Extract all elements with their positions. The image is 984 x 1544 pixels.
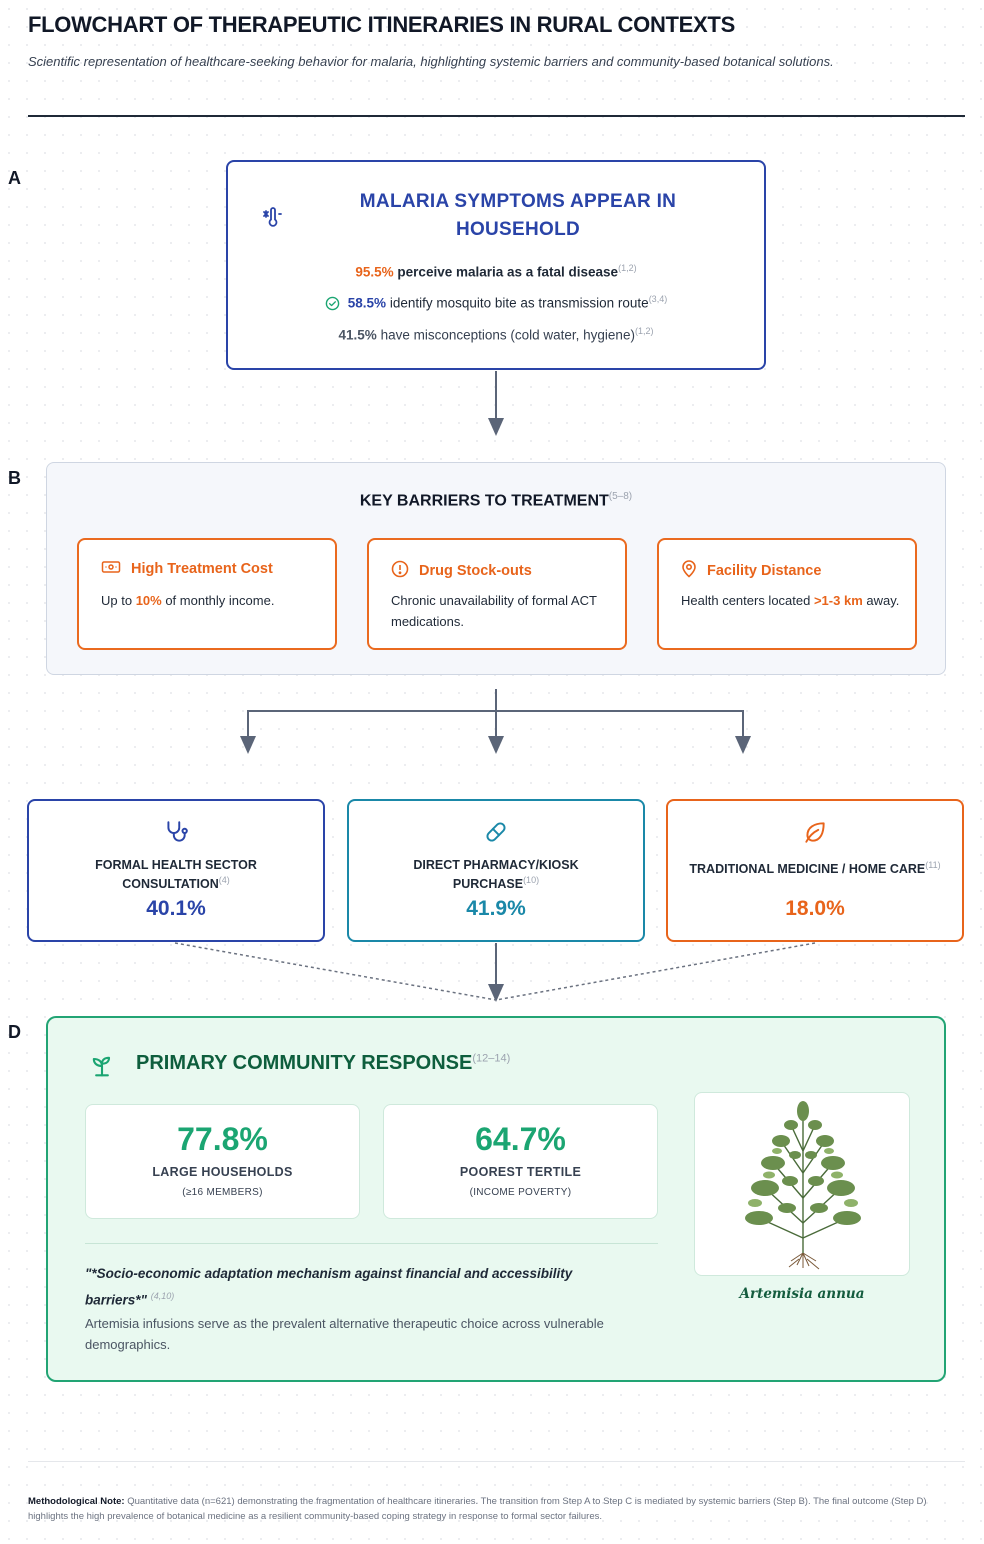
stat-value: 64.7% — [475, 1121, 566, 1157]
stat-value: 41.5% — [338, 327, 377, 343]
quote-text: "*Socio-economic adaptation mechanism against financial and accessibility barriers*" — [85, 1266, 573, 1308]
stat-label: LARGE HOUSEHOLDS — [152, 1165, 293, 1179]
option-label-text: FORMAL HEALTH SECTOR CONSULTATION — [95, 858, 257, 892]
barrier-card-distance — [657, 538, 917, 650]
citation: (5–8) — [608, 491, 633, 502]
note-text: Quantitative data (n=621) demonstrating the fragmentation of healthcare itineraries. The transition from Step A to Step C is mediated by systemic barriers (Step B). The final outcome (Step D) highlights the high prevalence of botanical medicine as a resilient community-based coping strategy in response to formal sector failures. — [28, 1496, 927, 1522]
artemisia-description: Artemisia infusions serve as the prevalent alternative therapeutic choice across vulnerable demographics. — [85, 1316, 604, 1352]
artemisia-plant-image — [694, 1092, 910, 1276]
step-d-divider — [85, 1243, 658, 1244]
highlight-value: >1-3 km — [813, 593, 863, 608]
citation: (11) — [925, 860, 941, 870]
barrier-title: Facility Distance — [707, 563, 822, 579]
barrier-description — [101, 590, 326, 611]
stat-card-tertile — [383, 1104, 658, 1219]
stethoscope-icon — [163, 819, 189, 850]
option-percentage: 41.9% — [466, 897, 526, 920]
barrier-card-stockouts — [367, 538, 627, 650]
stat-value: 95.5% — [355, 264, 394, 280]
map-pin-icon — [681, 560, 697, 582]
barrier-description: Chronic unavailability of formal ACT medications. — [391, 593, 597, 629]
banknote-icon — [101, 560, 121, 578]
stat-sublabel: (≥16 MEMBERS) — [182, 1187, 263, 1198]
stat-value: 77.8% — [177, 1121, 268, 1157]
pill-icon — [483, 819, 509, 850]
page-title: FLOWCHART OF THERAPEUTIC ITINERARIES IN RURAL CONTEXTS — [28, 12, 735, 37]
barrier-title: Drug Stock-outs — [419, 563, 532, 579]
option-pharmacy — [347, 799, 645, 942]
barrier-description — [681, 590, 906, 611]
citation: (10) — [523, 875, 540, 885]
plant-illustration — [695, 1093, 910, 1276]
citation: (3,4) — [648, 294, 668, 304]
option-percentage: 18.0% — [785, 897, 845, 920]
step-label-d: D — [8, 1022, 21, 1042]
text-part: away. — [862, 593, 900, 608]
step-d-title-text: PRIMARY COMMUNITY RESPONSE — [136, 1052, 473, 1074]
stat-text: identify mosquito bite as transmission route — [386, 295, 649, 311]
citation: (4,10) — [150, 1291, 175, 1301]
barrier-title: High Treatment Cost — [131, 561, 273, 577]
option-label-text: TRADITIONAL MEDICINE / HOME CARE — [689, 862, 926, 877]
stat-line-misconceptions — [228, 326, 764, 343]
step-b-title-text: KEY BARRIERS TO TREATMENT — [359, 492, 609, 510]
citation: (4) — [218, 875, 230, 885]
header-divider — [28, 115, 965, 117]
text-part: Health centers located — [681, 593, 814, 608]
option-percentage: 40.1% — [146, 897, 206, 920]
thermometer-icon — [260, 206, 284, 235]
option-label-text: DIRECT PHARMACY/KIOSK PURCHASE — [413, 858, 579, 892]
page-subtitle: Scientific representation of healthcare-seeking behavior for malaria, highlighting systemic barriers and community-based botanical solutions. — [28, 54, 834, 69]
adaptation-quote — [85, 1263, 625, 1312]
stat-card-households — [85, 1104, 360, 1219]
step-a-card — [226, 160, 766, 370]
citation: (12–14) — [472, 1052, 511, 1065]
stat-text: perceive malaria as a fatal disease — [393, 264, 619, 280]
option-label — [49, 858, 303, 892]
step-b-panel — [46, 462, 946, 675]
citation: (1,2) — [618, 263, 637, 273]
check-circle-icon — [325, 296, 340, 314]
option-traditional — [666, 799, 964, 942]
step-label-b: B — [8, 468, 21, 488]
sprout-icon — [88, 1052, 116, 1085]
option-label — [369, 858, 623, 892]
step-a-title: MALARIA SYMPTOMS APPEAR IN HOUSEHOLD — [359, 191, 677, 240]
step-d-title — [136, 1052, 510, 1075]
plant-caption: Artemisia annua — [739, 1286, 865, 1302]
methodological-note — [28, 1494, 968, 1524]
stat-value: 58.5% — [347, 295, 387, 311]
stat-sublabel: (INCOME POVERTY) — [469, 1187, 572, 1198]
note-label: Methodological Note: — [28, 1496, 125, 1507]
leaf-icon — [802, 819, 828, 850]
text-part: Up to — [101, 593, 136, 608]
stat-line-fatal — [228, 263, 764, 280]
step-b-title — [47, 491, 945, 510]
barrier-card-cost — [77, 538, 337, 650]
highlight-value: 10% — [135, 593, 162, 608]
option-label — [688, 858, 942, 877]
stat-label: POOREST TERTILE — [459, 1165, 582, 1179]
option-formal-health — [27, 799, 325, 942]
dashed-formal-to-d — [175, 943, 496, 1000]
dashed-traditional-to-d — [496, 943, 815, 1000]
citation: (1,2) — [634, 326, 654, 336]
alert-circle-icon — [391, 560, 409, 582]
text-part: of monthly income. — [161, 593, 275, 608]
stat-text: have misconceptions (cold water, hygiene) — [376, 327, 635, 343]
step-label-a: A — [8, 168, 21, 188]
step-d-panel — [46, 1016, 946, 1382]
stat-line-mosquito — [228, 294, 764, 314]
footer-divider — [28, 1461, 965, 1462]
